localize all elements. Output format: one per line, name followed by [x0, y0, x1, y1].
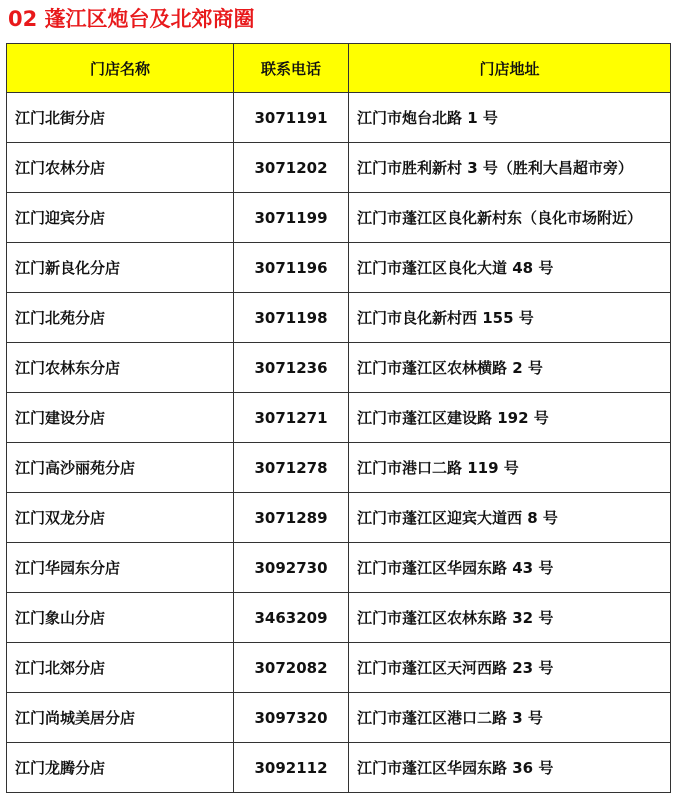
table-row	[7, 193, 671, 243]
store-name-cell: 江门北街分店	[7, 93, 234, 143]
table-row	[7, 293, 671, 343]
table-row	[7, 693, 671, 743]
address-cell: 江门市胜利新村 3 号（胜利大昌超市旁）	[349, 143, 671, 193]
address-cell: 江门市蓬江区农林横路 2 号	[349, 343, 671, 393]
table-row	[7, 543, 671, 593]
address-cell: 江门市蓬江区良化大道 48 号	[349, 243, 671, 293]
store-name-cell: 江门迎宾分店	[7, 193, 234, 243]
phone-cell: 3071198	[234, 293, 349, 343]
store-table	[6, 43, 671, 793]
address-cell: 江门市蓬江区天河西路 23 号	[349, 643, 671, 693]
store-name-cell: 江门华园东分店	[7, 543, 234, 593]
page-title: 02 蓬江区炮台及北郊商圈	[8, 7, 255, 31]
store-name-cell: 江门农林分店	[7, 143, 234, 193]
table-header-row	[7, 44, 671, 93]
phone-cell: 3071278	[234, 443, 349, 493]
table-row	[7, 393, 671, 443]
phone-cell: 3092112	[234, 743, 349, 793]
store-name-cell: 江门建设分店	[7, 393, 234, 443]
table-row	[7, 243, 671, 293]
address-cell: 江门市蓬江区农林东路 32 号	[349, 593, 671, 643]
table-row	[7, 443, 671, 493]
store-name-cell: 江门北郊分店	[7, 643, 234, 693]
table-row	[7, 593, 671, 643]
store-name-cell: 江门尚城美居分店	[7, 693, 234, 743]
phone-cell: 3071196	[234, 243, 349, 293]
address-cell: 江门市炮台北路 1 号	[349, 93, 671, 143]
store-name-cell: 江门北苑分店	[7, 293, 234, 343]
address-cell: 江门市蓬江区建设路 192 号	[349, 393, 671, 443]
phone-cell: 3092730	[234, 543, 349, 593]
phone-cell: 3071271	[234, 393, 349, 443]
address-cell: 江门市蓬江区华园东路 43 号	[349, 543, 671, 593]
column-header-store-name: 门店名称	[7, 44, 234, 93]
table-row	[7, 343, 671, 393]
phone-cell: 3071289	[234, 493, 349, 543]
address-cell: 江门市良化新村西 155 号	[349, 293, 671, 343]
store-name-cell: 江门农林东分店	[7, 343, 234, 393]
address-cell: 江门市蓬江区港口二路 3 号	[349, 693, 671, 743]
phone-cell: 3071191	[234, 93, 349, 143]
store-name-cell: 江门双龙分店	[7, 493, 234, 543]
column-header-phone: 联系电话	[234, 44, 349, 93]
store-name-cell: 江门高沙丽苑分店	[7, 443, 234, 493]
column-header-address: 门店地址	[349, 44, 671, 93]
table-body	[7, 93, 671, 793]
phone-cell: 3071199	[234, 193, 349, 243]
store-name-cell: 江门象山分店	[7, 593, 234, 643]
store-name-cell: 江门龙腾分店	[7, 743, 234, 793]
phone-cell: 3463209	[234, 593, 349, 643]
table-row	[7, 743, 671, 793]
address-cell: 江门市港口二路 119 号	[349, 443, 671, 493]
phone-cell: 3071202	[234, 143, 349, 193]
store-name-cell: 江门新良化分店	[7, 243, 234, 293]
address-cell: 江门市蓬江区华园东路 36 号	[349, 743, 671, 793]
phone-cell: 3071236	[234, 343, 349, 393]
phone-cell: 3072082	[234, 643, 349, 693]
table-row	[7, 93, 671, 143]
table-row	[7, 143, 671, 193]
table-row	[7, 493, 671, 543]
phone-cell: 3097320	[234, 693, 349, 743]
table-row	[7, 643, 671, 693]
address-cell: 江门市蓬江区良化新村东（良化市场附近）	[349, 193, 671, 243]
address-cell: 江门市蓬江区迎宾大道西 8 号	[349, 493, 671, 543]
